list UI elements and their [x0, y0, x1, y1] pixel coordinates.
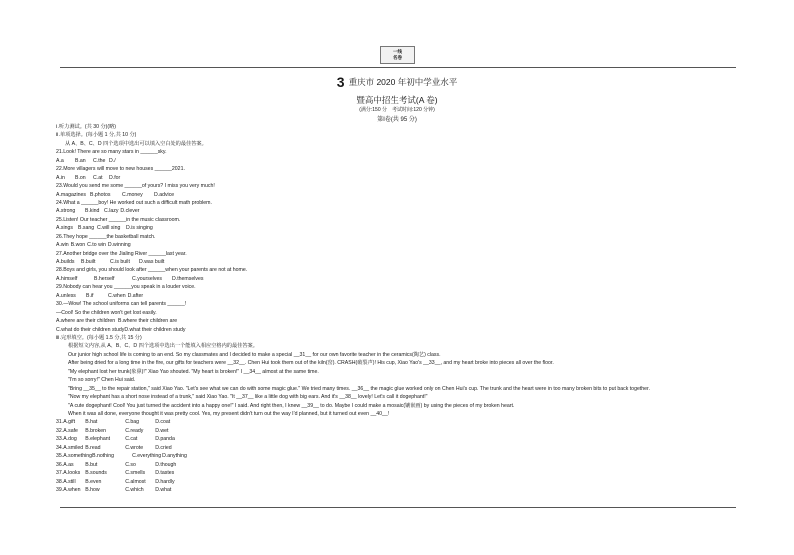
cloze-option-row: [56, 452, 736, 460]
option: B.if: [86, 292, 94, 299]
option: B.herself: [94, 275, 115, 282]
option: A.something: [63, 453, 93, 460]
question-stem: 24.What a ______boy! He worked out such a difficult math problem.: [56, 199, 212, 206]
cloze-option-row: [56, 418, 736, 426]
option: B.where their children are: [118, 318, 178, 325]
section-cloze: Ⅲ.完形填空。(每小题 1.5 分,共 15 分): [56, 334, 142, 341]
option: A.win: [56, 242, 69, 249]
option: D.winning: [107, 242, 131, 249]
question-number: 38.: [56, 478, 64, 485]
option: B.nothing: [92, 453, 114, 460]
question-options: [56, 224, 736, 232]
option: B.elephant: [85, 436, 111, 443]
option: A.unless: [56, 292, 76, 299]
question-number: 33.: [56, 436, 64, 443]
single-choice-instructions: 从 A、B、C、D 四个选项中选出可以填入空白处的最佳答案。: [65, 140, 207, 147]
question-options: [56, 292, 736, 300]
cloze-option-row: [56, 461, 736, 469]
option: D.though: [155, 461, 177, 468]
question-stem: 30.—Wow! The school uniforms can tell parents ______!: [56, 301, 187, 308]
cloze-option-row: [56, 486, 736, 494]
option: D.was built: [139, 259, 165, 265]
exam-title: [0, 74, 794, 90]
question-stem: 29.Nobody can hear you ______you speak in a louder voice.: [56, 284, 196, 291]
option: C.so: [125, 461, 136, 468]
cloze-option-row: [56, 444, 736, 452]
stamp-line-2: 名卷: [393, 55, 402, 60]
paper-number: 3: [336, 74, 345, 90]
question-options: [56, 157, 736, 165]
option: C.lazy: [104, 208, 119, 215]
option: A.magazines: [56, 191, 86, 198]
option: C.when: [108, 292, 126, 299]
option: D.cried: [155, 444, 172, 451]
option: C.to win: [87, 242, 106, 249]
option: B.kind: [85, 208, 100, 215]
option: A.dog: [63, 436, 77, 443]
option: C.everything: [132, 453, 162, 460]
question-options: [56, 241, 736, 249]
option: B.an: [75, 157, 86, 164]
question-stem: 28.Boys and girls, you should look after ______when your parents are not at home.: [56, 267, 248, 274]
passage-paragraph: "I'm so sorry!" Chen Hui said.: [68, 377, 136, 384]
question-stem: 23.Would you send me some ______of yours? I miss you very much!: [56, 183, 215, 190]
option: D.themselves: [172, 275, 204, 282]
exam-content: [56, 123, 736, 494]
passage-paragraph: "Bring __35__ to the repair station," said Xiao Yao. "Let's see what we can do with some magic glue." We tried many times. __36__ the magic glue worked only on Chen Hui's cup. The trunk and the heart were in too many broken bits to put back together.: [68, 385, 650, 392]
cloze-option-list: [56, 418, 736, 494]
option: B.how: [85, 486, 100, 493]
cloze-option-row: [56, 478, 736, 486]
question-options: [56, 326, 736, 334]
stamp-line-1: 一线: [393, 49, 402, 54]
option: A.safe: [63, 427, 78, 434]
section-single-choice: Ⅱ.单项选择。(每小题 1 分,共 10 分): [56, 132, 137, 139]
option: A.in: [56, 174, 65, 181]
option: D.what their children study: [124, 326, 186, 333]
option: B.even: [85, 478, 102, 485]
option: D./: [109, 157, 116, 164]
option: A.strong: [56, 208, 76, 215]
option: D.advice: [154, 191, 175, 198]
option: B.but: [85, 461, 98, 468]
part-heading: 第Ⅰ卷(共 95 分): [377, 117, 417, 123]
question-number: 31.: [56, 419, 64, 426]
score-info: (满分:150 分 考试时间:120 分钟): [359, 107, 435, 113]
option: A.himself: [56, 275, 78, 282]
option: D.hardly: [155, 478, 175, 485]
question-stem: 27.Another bridge over the Jialing River ______last year.: [56, 250, 187, 257]
option: B.read: [85, 444, 101, 451]
option: A.smiled: [63, 444, 84, 451]
question-number: 32.: [56, 427, 64, 434]
option: D.for: [109, 174, 121, 181]
top-rule: [60, 67, 736, 68]
question-stem-reply: —Cool! So the children won't get lost easily.: [56, 309, 157, 316]
passage-paragraph: When it was all done, everyone thought it was pretty cool. Yes, my present didn't turn out the way I'd planned, but it turned out even __40__!: [68, 410, 390, 417]
option: D.after: [127, 292, 144, 299]
option: B.won: [70, 242, 86, 249]
question-options: [56, 275, 736, 283]
option: B.sang: [78, 225, 95, 232]
option: A.as: [63, 461, 74, 468]
option: B.on: [75, 174, 86, 181]
option: B.broken: [85, 427, 106, 434]
option: C.is built: [110, 259, 130, 265]
option: C.will sing: [97, 225, 121, 232]
option: C.at: [93, 174, 103, 181]
section-listening: Ⅰ.听力测试。(共 30 分)(略): [56, 124, 117, 130]
series-stamp: [380, 46, 415, 64]
question-number: 36.: [56, 461, 64, 468]
option: B.built: [81, 259, 96, 265]
option: C.wrote: [125, 444, 144, 451]
option: C.money: [122, 191, 143, 198]
question-options: [56, 207, 736, 215]
option: D.panda: [155, 436, 175, 443]
option: C.the: [93, 157, 106, 164]
option: B.sounds: [85, 470, 107, 477]
question-number: 37.: [56, 470, 64, 477]
cloze-passage: [56, 351, 736, 419]
option: A.when: [63, 486, 81, 493]
option: C.smells: [125, 470, 146, 477]
option: A.where are their children: [56, 318, 116, 325]
option: C.ready: [125, 427, 144, 434]
option: C.which: [125, 486, 144, 493]
option: A.gift: [63, 419, 76, 426]
option: A.looks: [63, 470, 81, 477]
passage-paragraph: "Now my elephant has a short nose instead of a trunk," said Xiao Yao. "It __37__ like a little dog with big ears. And it's __38__ lovely! Let's call it dogephant!": [68, 394, 428, 401]
option: C.cat: [125, 436, 138, 443]
option: B.photos: [90, 191, 111, 198]
option: C.yourselves: [132, 275, 162, 282]
option: D.is singing: [126, 225, 153, 232]
question-list: [56, 148, 736, 334]
option: B.hat: [85, 419, 98, 426]
question-stem: 25.Listen! Our teacher ______in the music classroom.: [56, 216, 181, 223]
option: C.almost: [125, 478, 146, 485]
option: A.sings: [56, 225, 74, 232]
passage-paragraph: "My elephant lost her trunk(象鼻)!" Xiao Yao shouted. "My heart is broken!" I __34__ almost at the same time.: [68, 368, 319, 375]
question-options: [56, 191, 736, 199]
question-number: 35.: [56, 453, 64, 460]
option: D.tastes: [155, 470, 175, 477]
cloze-option-row: [56, 469, 736, 477]
cloze-option-row: [56, 427, 736, 435]
option: D.wet: [155, 427, 169, 434]
question-number: 39.: [56, 486, 64, 493]
title-line-1: 重庆市 2020 年初中学业水平: [348, 77, 458, 87]
option: C.what do their children study: [56, 326, 125, 333]
bottom-rule: [60, 507, 736, 508]
question-stem: 22.More villagers will move to new houses ______2021.: [56, 166, 185, 173]
question-options: [56, 258, 736, 266]
question-options: [56, 317, 736, 325]
option: D.clever: [120, 208, 140, 215]
option: A.still: [63, 478, 76, 485]
question-stem: 26.They hope ______the basketball match.: [56, 233, 156, 240]
cloze-instructions: 根据短文内容,从 A、B、C、D 四个选项中选出一个能填入相应空格内的最佳答案。: [68, 343, 258, 350]
question-stem: 21.Look! There are so many stars in ______sky.: [56, 149, 167, 156]
title-line-2: 暨高中招生考试(A 卷): [356, 95, 438, 105]
option: A.a: [56, 157, 64, 164]
option: D.what: [155, 486, 172, 493]
option: A.builds: [56, 259, 75, 265]
question-options: [56, 174, 736, 182]
option: D.anything: [162, 453, 187, 460]
passage-paragraph: After being dried for a long time in the fire, our gifts for teachers were __32__. Chen Hui took them out of the kiln(窑). CRASH(破裂声)! His cup, Xiao Yao's __33__, and my heart broke into pieces all over the floor.: [68, 360, 554, 367]
cloze-option-row: [56, 435, 736, 443]
passage-paragraph: "A cute dogephant! Cool! You just turned the accident into a happy one!" I said. And right then, I knew __39__ to do. Maybe I could make a mosaic(镶嵌画) by using the pieces of my broken heart.: [68, 402, 515, 409]
passage-paragraph: Our junior high school life is coming to an end. So my classmates and I decided to make a special __31__ for our own favorite teacher in the ceramics(陶艺) class.: [68, 351, 441, 358]
option: C.bag: [125, 419, 140, 426]
question-number: 34.: [56, 444, 64, 451]
option: D.coat: [155, 419, 171, 426]
